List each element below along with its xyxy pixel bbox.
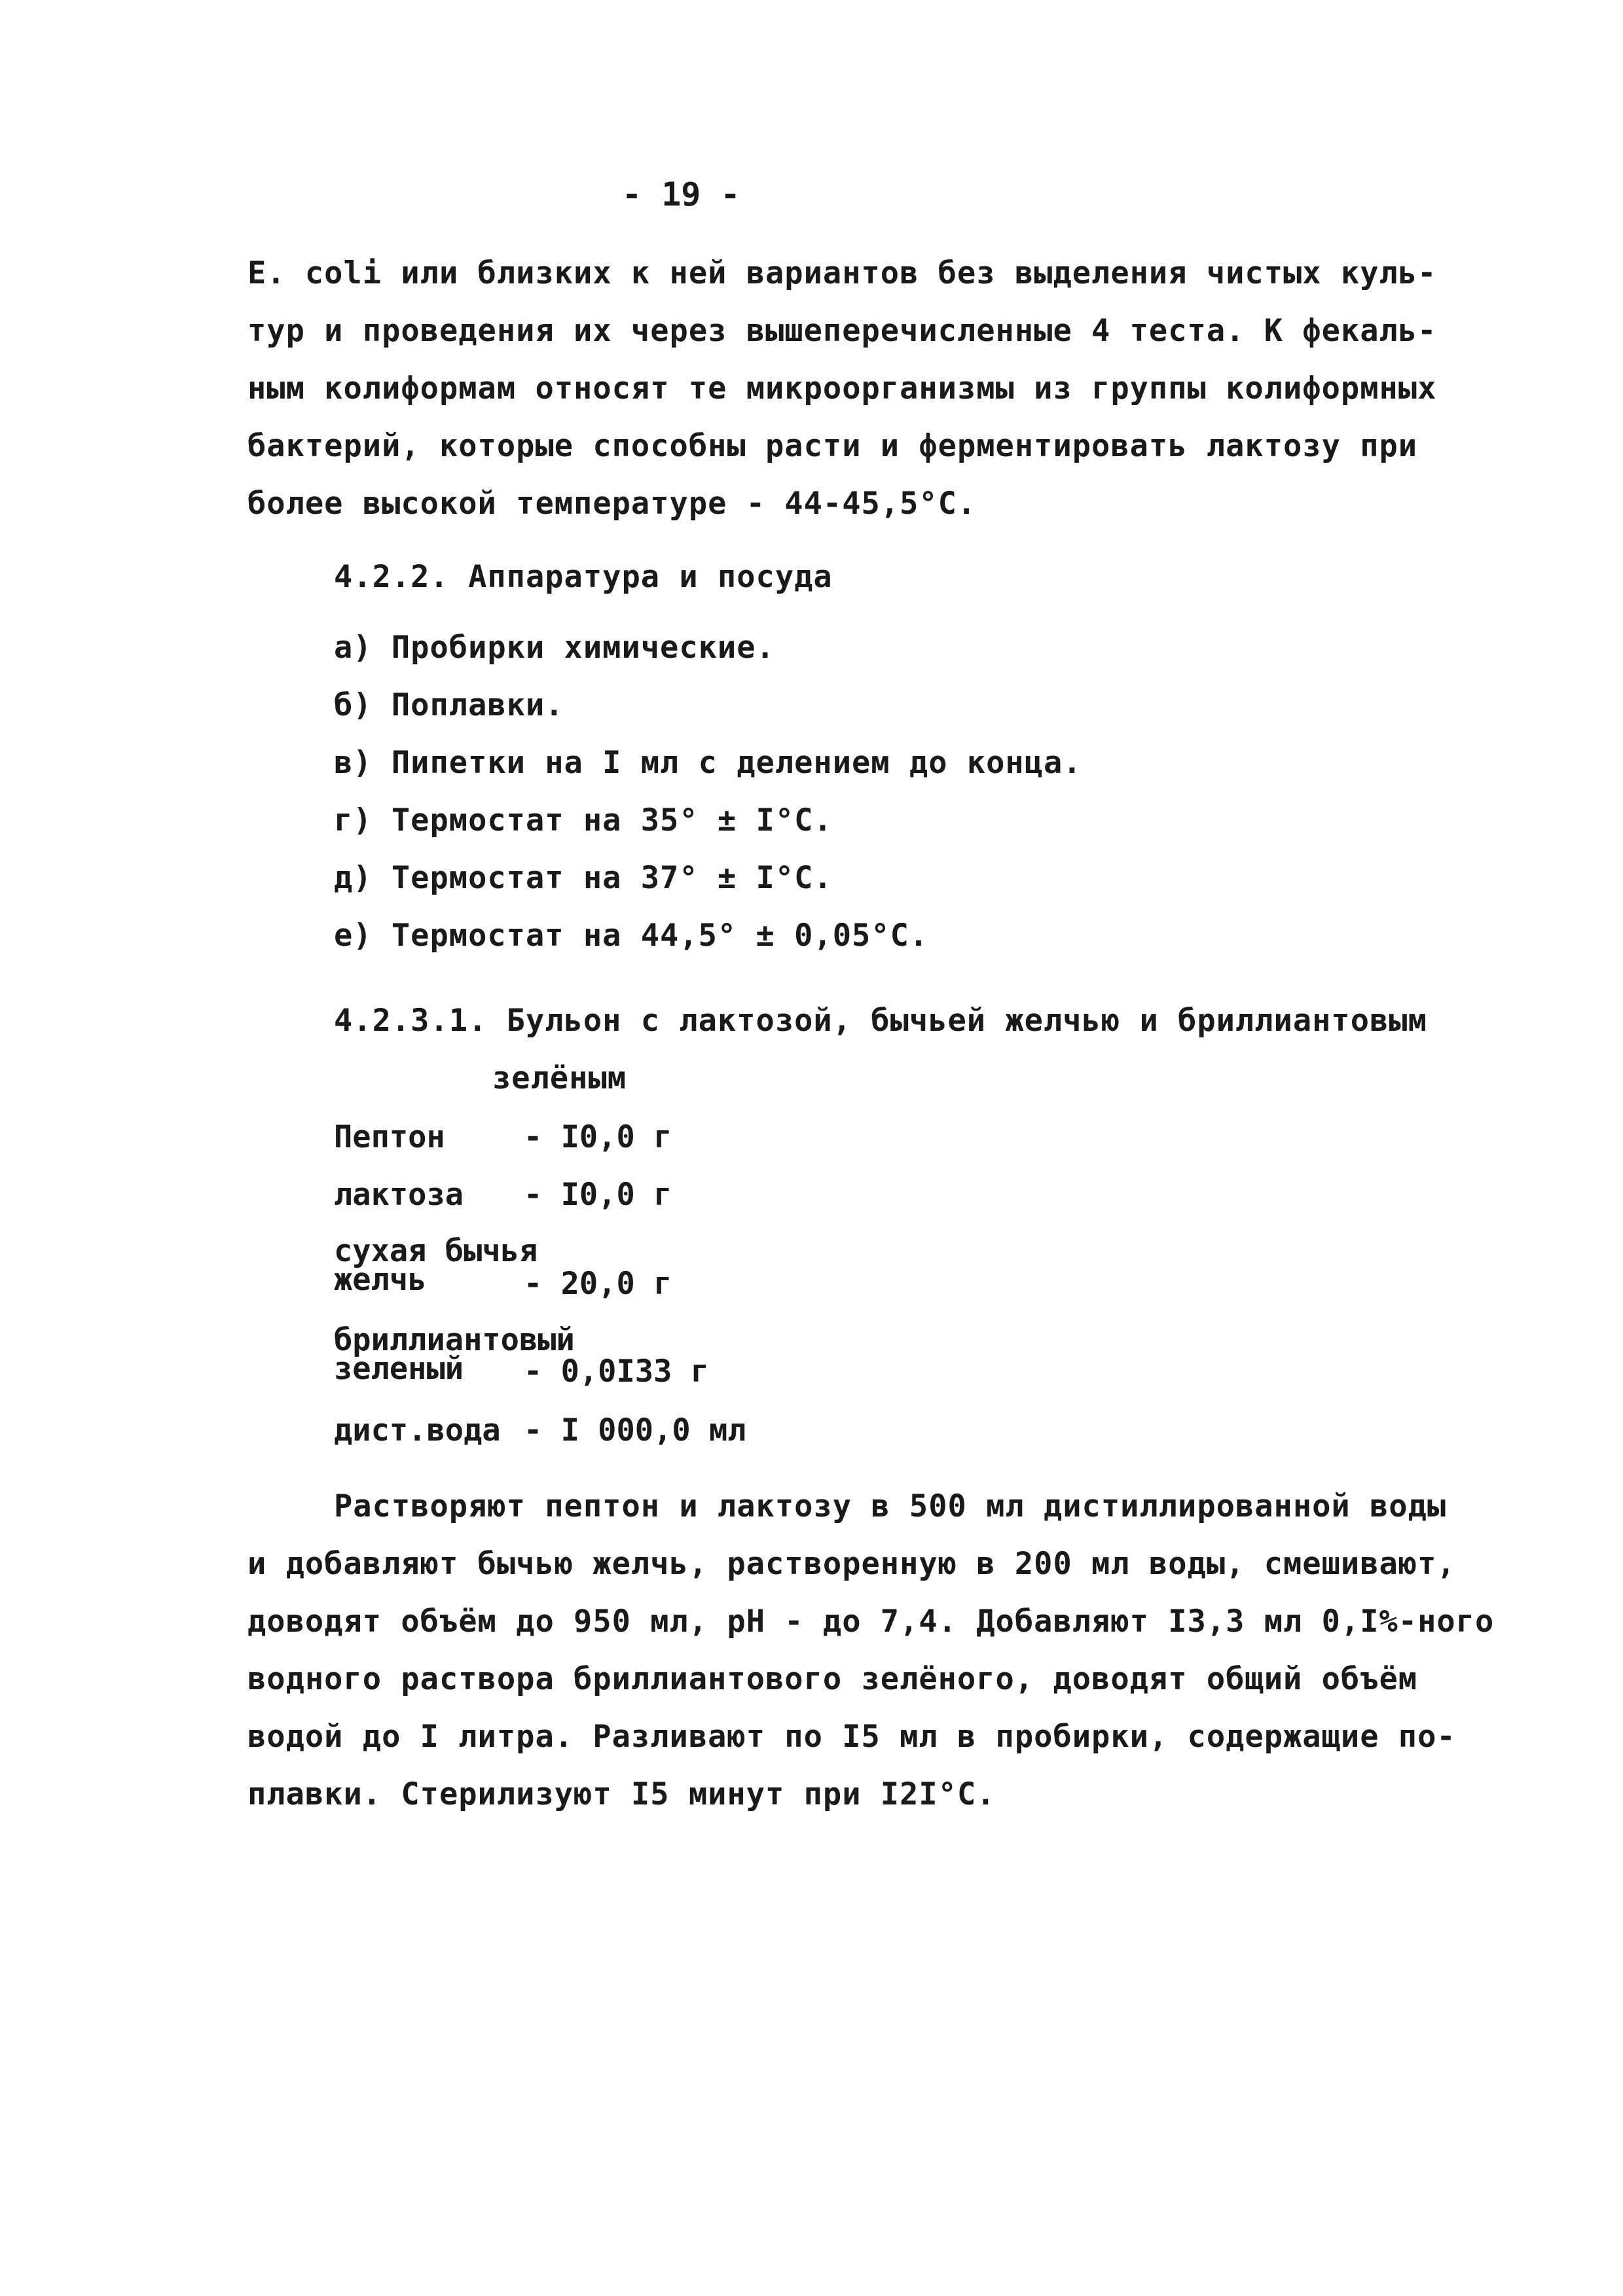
list-item: г) Термостат на 35° ± I°С.	[334, 802, 833, 838]
paragraph-line: ным колиформам относят те микроорганизмы из группы колиформных	[247, 370, 1437, 406]
page-number: - 19 -	[622, 175, 740, 213]
paragraph-line: и добавляют бычью желчь, растворенную в 200 мл воды, смешивают,	[247, 1546, 1456, 1582]
paragraph-line: водой до I литра. Разливают по I5 мл в пробирки, содержащие по-	[247, 1719, 1456, 1755]
ingredient-amount: - 20,0 г	[524, 1266, 672, 1302]
list-item: в) Пипетки на I мл с делением до конца.	[334, 745, 1082, 781]
paragraph-line: плавки. Стерилизуют I5 минут при I2I°С.	[247, 1776, 996, 1812]
ingredient-amount: - I0,0 г	[524, 1177, 672, 1213]
ingredient-name: зеленый	[334, 1351, 464, 1387]
ingredient-row	[334, 1412, 831, 1449]
list-item: е) Термостат на 44,5° ± 0,05°С.	[334, 918, 929, 954]
ingredient-name: лактоза	[334, 1177, 464, 1213]
section-heading-continuation: зелёным	[492, 1060, 627, 1096]
list-item: д) Термостат на 37° ± I°С.	[334, 860, 833, 896]
ingredient-name: Пептон	[334, 1119, 445, 1155]
ingredient-row	[334, 1177, 792, 1213]
paragraph-line: тур и проведения их через вышеперечисленные 4 теста. К фекаль-	[247, 313, 1437, 349]
ingredient-amount: - I 000,0 мл	[524, 1412, 746, 1448]
list-item: б) Поплавки.	[334, 687, 564, 723]
ingredient-name: желчь	[334, 1262, 427, 1298]
paragraph-line: бактерий, которые способны расти и ферментировать лактозу при	[247, 428, 1418, 464]
ingredient-row	[334, 1322, 831, 1391]
ingredient-name: дист.вода	[334, 1412, 501, 1448]
paragraph-line: более высокой температуре - 44-45,5°С.	[247, 486, 977, 522]
list-item: а) Пробирки химические.	[334, 630, 775, 666]
ingredient-amount: - 0,0I33 г	[524, 1354, 709, 1390]
ingredient-name: бриллиантовый	[334, 1322, 575, 1358]
ingredient-amount: - I0,0 г	[524, 1119, 672, 1155]
section-heading: 4.2.2. Аппаратура и посуда	[334, 559, 833, 595]
ingredient-row	[334, 1119, 792, 1156]
ingredient-name: сухая бычья	[334, 1233, 538, 1269]
ingredient-row	[334, 1233, 792, 1302]
paragraph-line: Растворяют пептон и лактозу в 500 мл дистиллированной воды	[334, 1488, 1447, 1524]
paragraph-line: водного раствора бриллиантового зелёного, доводят общий объём	[247, 1661, 1418, 1697]
section-heading: 4.2.3.1. Бульон с лактозой, бычьей желчью и бриллиантовым	[334, 1003, 1427, 1039]
paragraph-line: доводят объём до 950 мл, рН - до 7,4. Добавляют I3,3 мл 0,I%-ного	[247, 1604, 1495, 1640]
paragraph-line: E. coli или близких к ней вариантов без выделения чистых куль-	[247, 255, 1437, 291]
